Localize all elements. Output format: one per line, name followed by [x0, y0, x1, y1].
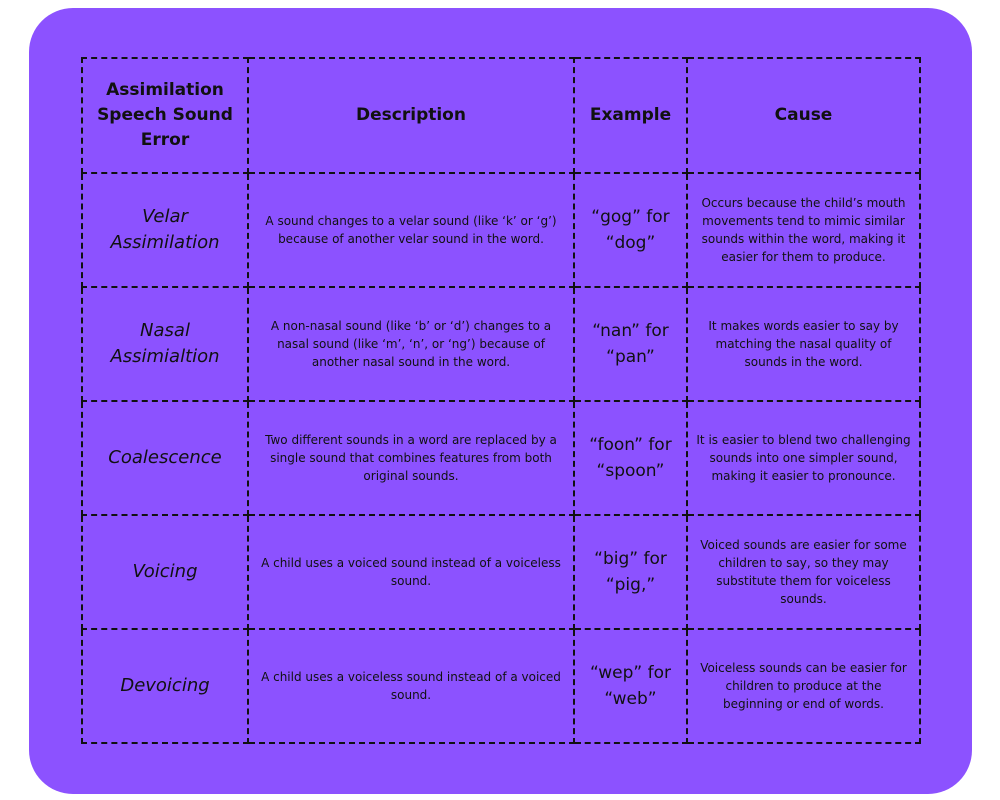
term-cell: Nasal Assimialtion	[82, 287, 248, 401]
cause-cell: It makes words easier to say by matching the nasal quality of sounds in the word.	[687, 287, 920, 401]
example-cell: “foon” for “spoon”	[574, 401, 687, 515]
term-cell: Coalescence	[82, 401, 248, 515]
term-cell: Voicing	[82, 515, 248, 629]
header-description: Description	[248, 58, 574, 173]
example-cell: “nan” for “pan”	[574, 287, 687, 401]
table-header-row	[82, 58, 920, 173]
example-cell: “big” for “pig,”	[574, 515, 687, 629]
description-cell: A child uses a voiceless sound instead of a voiced sound.	[248, 629, 574, 743]
description-cell: A child uses a voiced sound instead of a voiceless sound.	[248, 515, 574, 629]
table-row	[82, 515, 920, 629]
example-cell: “wep” for “web”	[574, 629, 687, 743]
term-cell: Velar Assimilation	[82, 173, 248, 287]
example-cell: “gog” for “dog”	[574, 173, 687, 287]
speech-sound-error-table	[81, 57, 921, 744]
table-row	[82, 173, 920, 287]
cause-cell: It is easier to blend two challenging sounds into one simpler sound, making it easier to pronounce.	[687, 401, 920, 515]
cause-cell: Voiceless sounds can be easier for children to produce at the beginning or end of words.	[687, 629, 920, 743]
description-cell: A sound changes to a velar sound (like ‘k’ or ‘g’) because of another velar sound in the word.	[248, 173, 574, 287]
table-row	[82, 401, 920, 515]
header-cause: Cause	[687, 58, 920, 173]
table-row	[82, 287, 920, 401]
description-cell: Two different sounds in a word are replaced by a single sound that combines features from both original sounds.	[248, 401, 574, 515]
cause-cell: Voiced sounds are easier for some children to say, so they may substitute them for voiceless sounds.	[687, 515, 920, 629]
cause-cell: Occurs because the child’s mouth movements tend to mimic similar sounds within the word, making it easier for them to produce.	[687, 173, 920, 287]
term-cell: Devoicing	[82, 629, 248, 743]
header-term: Assimilation Speech Sound Error	[82, 58, 248, 173]
table-row	[82, 629, 920, 743]
description-cell: A non-nasal sound (like ‘b’ or ‘d’) changes to a nasal sound (like ‘m’, ‘n’, or ‘ng’) because of another nasal sound in the word.	[248, 287, 574, 401]
header-example: Example	[574, 58, 687, 173]
